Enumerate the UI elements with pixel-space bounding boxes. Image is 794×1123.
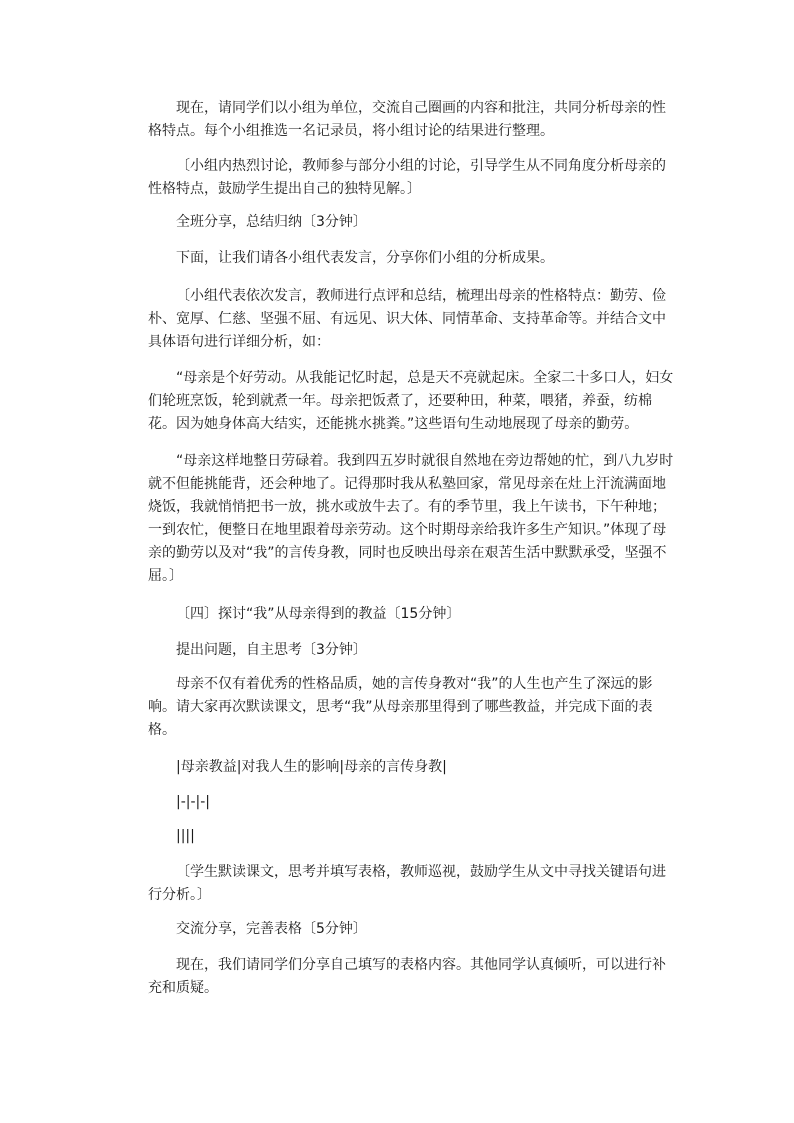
paragraph-group-discussion-note: 〔小组内热烈讨论，教师参与部分小组的讨论，引导学生从不同角度分析母亲的性格特点，鼓励学生提出自己的独特见解。〕: [148, 158, 666, 197]
table-header-row: |母亲教益|对我人生的影响|母亲的言传身教|: [176, 759, 447, 775]
paragraph-question-prompt: 母亲不仅有着优秀的性格品质，她的言传身教对“我”的人生也产生了深远的影响。请大家再次默读课文，思考“我”从母亲那里得到了哪些教益，并完成下面的表格。: [148, 676, 653, 738]
paragraph-traits-summary: 〔小组代表依次发言，教师进行点评和总结，梳理出母亲的性格特点：勤劳、俭朴、宽厚、仁慈、坚强不屈、有远见、识大体、同情革命、支持革命等。并结合文中具体语句进行详细分析，如：: [148, 288, 666, 350]
paragraph-exchange-heading: 交流分享，完善表格〔5分钟〕: [176, 921, 367, 937]
paragraph-group-sharing-instruction: 现在，请同学们以小组为单位，交流自己圈画的内容和批注，共同分析母亲的性格特点。每个小组推选一名记录员，将小组讨论的结果进行整理。: [148, 100, 666, 139]
paragraph-exchange-prompt: 现在，我们请同学们分享自己填写的表格内容。其他同学认真倾听，可以进行补充和质疑。: [148, 957, 666, 996]
table-empty-row: ||||: [176, 828, 195, 844]
paragraph-question-heading: 提出问题，自主思考〔3分钟〕: [176, 642, 367, 658]
paragraph-representative-prompt: 下面，让我们请各小组代表发言，分享你们小组的分析成果。: [176, 250, 554, 266]
paragraph-reading-note: 〔学生默读课文，思考并填写表格，教师巡视，鼓励学生从文中寻找关键语句进行分析。〕: [148, 864, 666, 903]
section-heading-four: 〔四〕探讨“我”从母亲得到的教益〔15分钟〕: [176, 606, 461, 622]
table-separator-row: |-|-|-|: [176, 794, 211, 810]
paragraph-quote-hardworking: “母亲是个好劳动。从我能记忆时起，总是天不亮就起床。全家二十多口人，妇女们轮班烹饭，轮到就煮一年。母亲把饭煮了，还要种田，种菜，喂猪，养蚕，纺棉花。因为她身体高大结实，还能挑水挑粪。”这些语句生动地展现了母亲的勤劳。: [148, 370, 674, 432]
paragraph-class-sharing-heading: 全班分享，总结归纳〔3分钟〕: [176, 214, 367, 230]
paragraph-quote-daily-labor: “母亲这样地整日劳碌着。我到四五岁时就很自然地在旁边帮她的忙，到八九岁时就不但能挑能背，还会种地了。记得那时我从私塾回家，常见母亲在灶上汗流满面地烧饭，我就悄悄把书一放，挑水或放牛去了。有的季节里，我上午读书，下午种地；一到农忙，便整日在地里跟着母亲劳动。这个时期母亲给我许多生产知识。”体现了母亲的勤劳以及对“我”的言传身教，同时也反映出母亲在艰苦生活中默默承受，坚强不屈。〕: [148, 453, 674, 584]
